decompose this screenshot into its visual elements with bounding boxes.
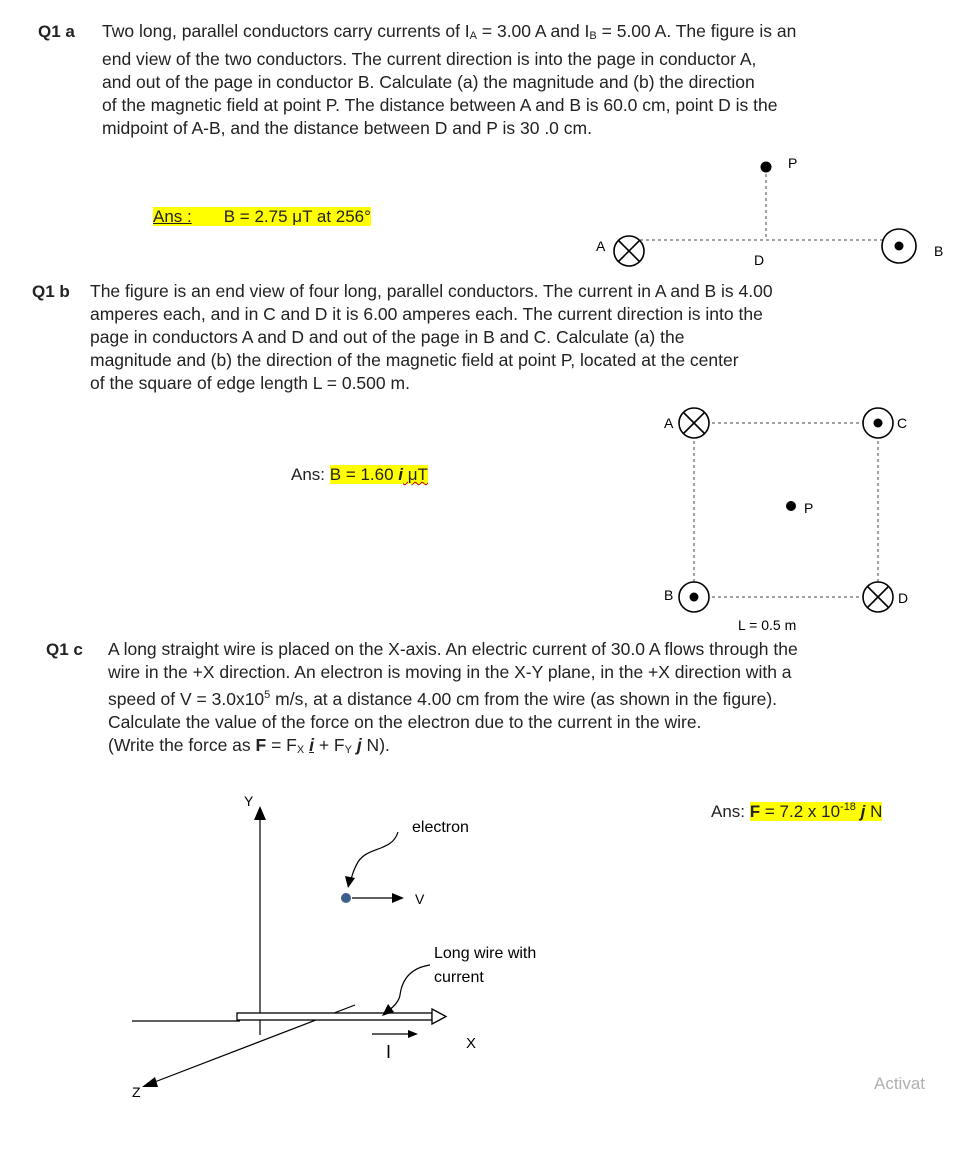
electron-dot [341,893,351,903]
q1c-line-2: wire in the +X direction. An electron is moving in the X-Y plane, in the +X direction with a [108,662,792,682]
q1a-line-2: end view of the two conductors. The current direction is into the page in conductor A, [102,49,757,69]
q1b-figure [650,400,930,640]
q1c-answer [711,801,882,822]
q1b-conductor-c-out-icon [863,408,893,438]
y-axis-label: Y [244,793,254,809]
q1b-label-a: A [664,415,674,431]
q1a-label-p: P [788,155,798,171]
q1b-line-4: magnitude and (b) the direction of the magnetic field at point P, located at the center [90,350,739,370]
q1b-line-1: The figure is an end view of four long, parallel conductors. The current in A and B is 4.00 [90,281,773,301]
q1b-label-d: D [898,590,909,606]
q1a-answer [153,207,371,227]
q1a-conductor-b-out-icon [882,229,916,263]
q1a-ans-value: B = 2.75 μT at 256° [223,207,371,226]
q1c-figure [120,790,600,1120]
q1b-label-p: P [804,500,814,516]
q1b-conductor-d-into-icon [863,582,893,612]
q1c-line-1: A long straight wire is placed on the X-axis. An electric current of 30.0 A flows through the [108,639,798,659]
watermark: Activat [874,1074,926,1093]
q1a-line-1: Two long, parallel conductors carry currents of IA = 3.00 A and IB = 5.00 A. The figure is an [102,21,797,42]
velocity-label: V [415,891,425,907]
q1a-point-p [761,162,772,173]
q1c-text [108,638,928,762]
q1b-label-b: B [664,587,674,603]
q1b-label: Q1 b [32,282,70,301]
q1a-line-5: midpoint of A-B, and the distance between D and P is 30 .0 cm. [102,118,592,138]
current-wire [237,1009,446,1024]
q1c-line-5: (Write the force as F = FX i + FY j N). [108,735,390,756]
q1b-point-p [786,501,796,511]
q1a-label-a: A [596,238,606,254]
q1b-line-3: page in conductors A and D and out of the page in B and C. Calculate (a) the [90,327,685,347]
wire-label-line-1: Long wire with [434,945,537,962]
q1a-conductor-a-into-icon [614,236,644,266]
q1c-line-4: Calculate the value of the force on the electron due to the current in the wire. [108,712,702,732]
q1b-line-5: of the square of edge length L = 0.500 m. [90,373,410,393]
q1b-label-c: C [897,415,908,431]
q1c-ans-label: Ans: [711,802,746,821]
q1b-conductor-b-out-icon [679,582,709,612]
q1a-line-3: and out of the page in conductor B. Calculate (a) the magnitude and (b) the direction [102,72,755,92]
q1b-ans-label: Ans: [291,465,326,484]
q1a-label-d: D [754,252,765,268]
z-axis-arrow-icon [142,1077,158,1087]
q1a-figure [580,150,960,275]
velocity-arrow-icon [392,893,404,903]
current-arrow-icon [408,1030,418,1038]
x-axis-label: X [466,1035,477,1052]
q1c-line-3: speed of $V = 3.0x10^5$ m/s, at a distance 4.00 cm from the wire (as shown in the figure). [108,689,778,709]
q1b-conductor-a-into-icon [679,408,709,438]
q1a-text [102,20,922,140]
electron-pointer [350,832,398,882]
q1b-line-2: amperes each, and in C and D it is 6.00 amperes each. The current direction is into the [90,304,763,324]
q1c-ans-value: F = 7.2 x $10^{-18}$ j N [749,801,883,821]
q1a-ans-label: Ans : [153,207,224,226]
q1b-text [90,280,910,395]
z-axis-label: Z [132,1084,141,1100]
q1a-line-4: of the magnetic field at point P. The distance between A and B is 60.0 cm, point D is the [102,95,778,115]
current-label: I [386,1042,392,1062]
q1c-label: Q1 c [46,640,83,659]
electron-pointer-arrow-icon [345,876,355,888]
q1a-label-b: B [934,243,944,259]
q1b-ans-value: B = 1.60 i μT [329,465,428,484]
q1a-label: Q1 a [38,22,75,41]
y-axis-arrow-icon [254,806,266,820]
electron-label: electron [412,819,469,836]
wire-label-line-2: current [434,969,484,986]
q1b-answer [291,465,428,485]
q1b-length-label: L = 0.5 m [738,617,797,633]
wire-pointer [388,965,430,1011]
